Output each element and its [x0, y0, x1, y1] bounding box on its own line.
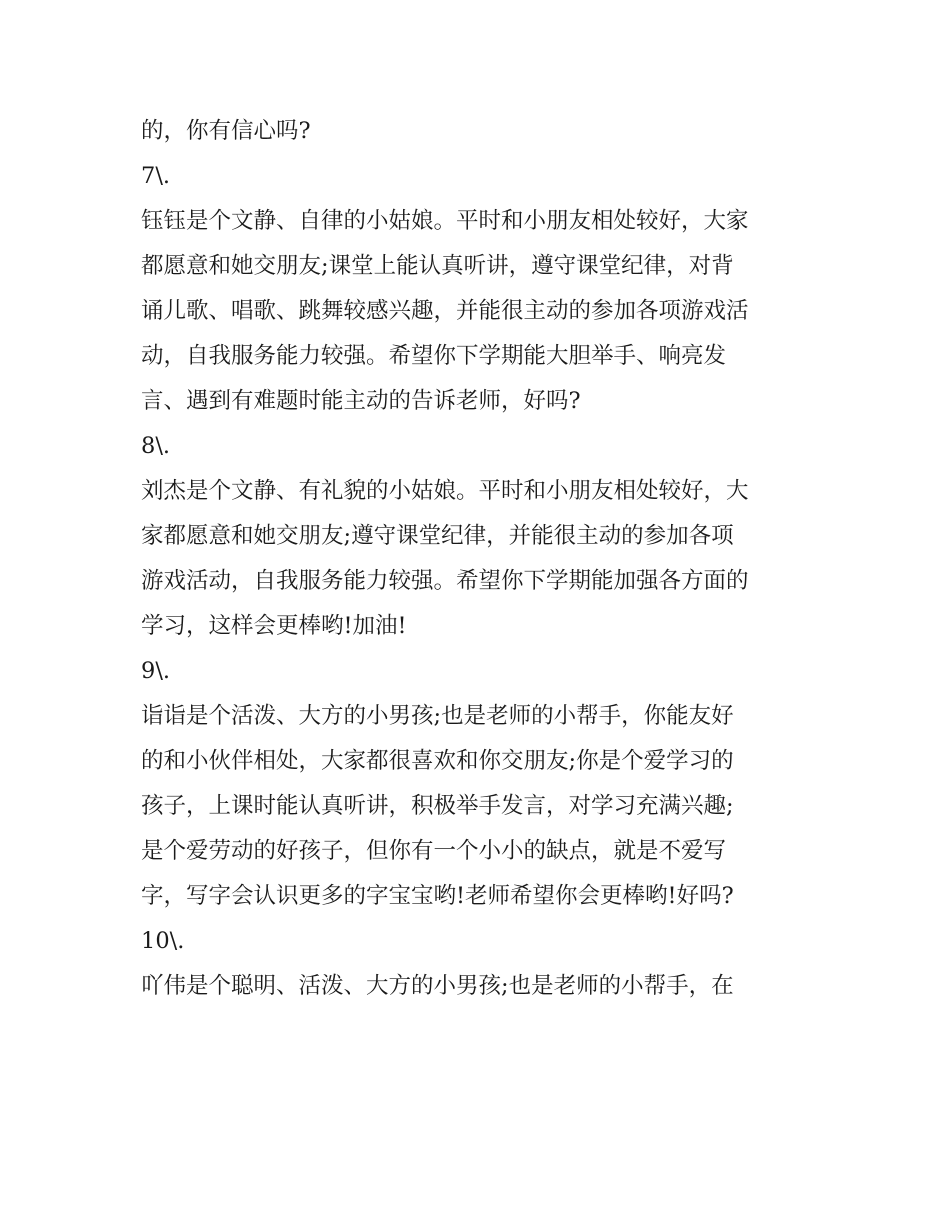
paragraph-continuation	[141, 109, 831, 154]
text-line: 学习，这样会更棒哟!加油!	[141, 613, 407, 639]
item-number-7: 7\.	[141, 163, 171, 189]
paragraph-item-7	[141, 199, 831, 424]
text-line: 诣诣是个活泼、大方的小男孩;也是老师的小帮手，你能友好	[141, 703, 734, 729]
text-line: 游戏活动，自我服务能力较强。希望你下学期能加强各方面的	[141, 568, 749, 594]
paragraph-item-8	[141, 469, 831, 649]
document-body	[141, 109, 831, 1009]
item-number-10: 10\.	[141, 928, 185, 954]
text-line: 都愿意和她交朋友;课堂上能认真听讲，遵守课堂纪律，对背	[141, 253, 734, 279]
text-line: 的和小伙伴相处，大家都很喜欢和你交朋友;你是个爱学习的	[141, 748, 734, 774]
text-line: 诵儿歌、唱歌、跳舞较感兴趣，并能很主动的参加各项游戏活	[141, 298, 749, 324]
paragraph-item-9	[141, 694, 831, 919]
text-line: 是个爱劳动的好孩子，但你有一个小小的缺点，就是不爱写	[141, 838, 727, 864]
text-line: 钰钰是个文静、自律的小姑娘。平时和小朋友相处较好，大家	[141, 208, 749, 234]
text-line: 刘杰是个文静、有礼貌的小姑娘。平时和小朋友相处较好，大	[141, 478, 749, 504]
item-number-8: 8\.	[141, 433, 171, 459]
text-line: 家都愿意和她交朋友;遵守课堂纪律，并能很主动的参加各项	[141, 523, 734, 549]
item-number-9: 9\.	[141, 658, 171, 684]
text-line: 动，自我服务能力较强。希望你下学期能大胆举手、响亮发	[141, 343, 727, 369]
text-line: 字，写字会认识更多的字宝宝哟!老师希望你会更棒哟!好吗?	[141, 883, 734, 909]
text-line: 孩子，上课时能认真听讲，积极举手发言，对学习充满兴趣;	[141, 793, 734, 819]
text-line: 言、遇到有难题时能主动的告诉老师，好吗?	[141, 388, 581, 414]
text-line: 吖伟是个聪明、活泼、大方的小男孩;也是老师的小帮手，在	[141, 973, 734, 999]
paragraph-item-10	[141, 964, 831, 1009]
text-line: 的，你有信心吗?	[141, 118, 311, 144]
